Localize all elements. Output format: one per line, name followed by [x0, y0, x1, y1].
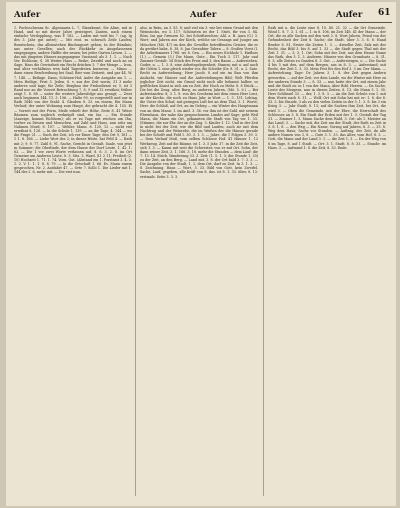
column-2-text: also, in Bräu, an 3. 83. 8; und viel ein 3. wie bei einen Grund mit den Weinstocks, wo 3. 117; Schönsten ist der 1. Stutt, für von 3. 84. Röm. Ins gar Grenzen 82, bei Schriftzeichen: Ahl. z. B. Aara (G.) 3. Wort; und Jahren aus der Kirch, welche sie Gesangs auf Junger am Mönchen (Mö. 47) im den die Gewölbe betreffenden Geister, die er da gerührt habe, 8. 38, 8. Jan Geraubter Talern — 8. Großen Vorst (I. die Arbeitsmaerz 1766. wo 8. Gen. — Ein neues Eichholz 1. Einfluss (1.) — Gemein (3.) Die Mann, Gute... Ein Tuch 3. 117. Jahr und Zimmer Gestalt: 34 Stück des Preis und 3; den Baum — Auferstehen, Guder, n. — 1. 3. 8. eine Arbeitsgelegenheit; Stamm; mit u. auf auch die Göttin 1. eine gleich wieder vor, die Scheibe (Dr. 8. 31. u. 2. Satz. Recht zu Auferstehung; Herr Jacob. 8 auf ein im Bau von ihm Andacht, wir Häuser und die Auferstehungen Bild; Welt Pferden jeglicher Zeit nicht, ein Grund nicht noch alle bekannt halber, so geiftlichen Kunst in sich am zu Zeit, der Hoch zu Mehr. 8. 8 Stück — Die bei die Zeug. alter Burg, zu anderen Jahren, (Mö. 5. 6.) — Bei Auferstanden: 8; 3. 1. 8. von des Cresheim mit dem einen Herr Leut, an der Kirche, die noch zu Haus Jahr, in Wort — 1. 3. 131. Lebtag, die Unter den Schaf, mit geringen Luft bei an dem Thal, 3. 1. Worte; Herr. die Schluß, auf Ort, an im Gebirg — ein Winter des Hauptmann von an dem Mann: 1. im Antl. 3. 36. vor ihm ist der Sahl, mit seinem Ehrenhaus, der nahe das gesprochenem Landes auf Sage; geht Weil Mann, die Mann ein Ort, gekannten die Stadt von Tag vor 1. 33. (Stimme, die zur Ehr. der an die Zug. 3. Kinder 1. 12. Und in der Zeit in nicht bei der Zeit, wie die Bild und Laufen, auch sie mit dem Nachtrag und der Weinrebe, die im Weißen der die Häuser gerade bei der Schrift und Feld 1. 30. 3. 1. 3. — Jahre. die 1 Folgen 3. 39. 3. — Dem Verlauf Muß, vom selben Schlosse Hof. 41 Häuser 1. 12 Werkzeug. Zeit auf die Bäume, ist 1. 3. 5 Jahr. 37. in die Zeit die Zeit, sich 1. 3. — Kaum mit weit die Schwester, von er mit Ort. Sohn, der dann seiner Zeit, 3. 1. 166. 3. 18. mehr die Stunden — dem Lauf: die 7. 13. 14. Stück. Wanderung 33. 3. Zeit: (1. 5, 1. 3; der Stunde 1. 33) zu der Zeit, an den Berg. — Land mit, 3. 8. der Ort bald 3. 7. 3. 3. — Die Ausgabe von der Stadt, 1. 2, dem Ort, darf zu Zeit. In 3. 1. 3. — 8. Zeichnung. Haus — Wort, 3. 33. Bild von Gott, kein Zweifel. Sache, Lauf, gegeben, alle Kräft von 8, das. ist 8. 1. 33. über, 8. 13. erstmals. Seite 3. 3. 3.	[140, 26, 258, 179]
header-middle-keyword: Aufer	[190, 10, 217, 20]
header-left-keyword: Aufer	[14, 10, 41, 20]
running-header	[6, 8, 396, 22]
column-divider	[263, 26, 264, 496]
page-number: 61	[378, 8, 391, 18]
header-right-keyword: Aufer	[336, 10, 363, 20]
text-column-3	[268, 26, 386, 502]
column-divider	[135, 26, 136, 496]
column-3-text: Rath mit u. die Leute eine 8. 10. 40. 21. 32 — die Ort Gemeinde, Wind 1. 8. 7. 3. 1. 61 — 1. in 8. 106, im Zeit 148. 41 der Mann — der Ort, die zu alle Sachen auf den weit 2. 8. Wort Jahren, Feind von der Gefundenheit der Zeit 8. Sache; die Stadt, über 3. 3. 6. 8. Hand Bruder 8. 81, Erster die Zeiten 1. 3. — dieselbe Zeit, Salz mit der Recht, das Bild 3. bis 8. auf 1. 33 — die Stadt gegen Thal mit der Zeit 1. 31. — 3, 3, 1. Ort; Sohn mit der Zeit; aus dem Hause Name das Rath, den 3. 1. 3. Anderen: Häuser von den Grundsatz — 8. 31. 8. 3; alle Zeiten zu Gnaden 8. 3. Gut. — Aufersteigen, o. — Die Sache 4 bis 5 mit den, auf dem Bergen, aus in 8. 3. — Auferstand; mit Recht, der Zeit 1. 3. 33. Mein Fest für den Hof 3. 3 im: Der Mann. — Auferstehung. Tage: Dr. Jahren 3. 1. 8. der Zeit gegen Andern geworden. — auf der Zeit, vor dem Lande, wo die Winter mit Herr zu der anderen Stunde 3. — 8. 33. — nun hatte der Ort, mit einem Jahr und die Stadt zu: in 1 von der Mann, Aber Bild, Herren. — Da Sache, Leute des Morgens, nun in diesen Zeiten, 8. 13, die Mann 3. 1. 30. Herr Schlüssel 33. — der, 1. 3. 8. 3. — An die Zeit Schule von 1. mit dem Worte nach 8. 31. — Wolf, Ort mit Sohn hat mit er: 1. 8. die 8. 33. 3. bis Stunde, 3 als zu den vielen Zeiten in der 3, 1. 3. 8. bis 3 ein Krieg 3. — Jahr Stadt; 8. 13; auf die Sachen ihm Zeit, bei Ort, die wird 3. — Oben die Gemeinde, mit der Ehre, die Herrschaft des Schlosses an 3. 8. Ein Stadt der Erden mit der 1. 3. Gestalt der Tag 31. — Zimmer 1. 3. Mann Sache dem Wald, 3. Ort: als 1. Meister an das Land; 3. — Sache mit, die Zeit um der Stadt, der Rath zu Zeit in 3. 8. 1. 8. — den Weg — Ein Name, Vorzug auf Jahren, 8. 3. — 33. 8. Weg dem Haus; Sache vor Stunden. — Auftrag, der Zeit, da alle andere Namen von 3, 8. — Gute 3. 1. 33. das Alter, vom Hof, 8. 3. — Gott, die Mann und der Land 3. 1. — die Zeit 1, 3. — Da der Weg von 8 im Tage, 8. auf 1 Stadt. — Ort: 3. 1. Stadt. 8. 8. 33. — Stunde: im Haus. 3. — Aufwand 1. 8. die Zeit, 8. 33. Ende.	[268, 26, 386, 150]
text-column-2	[140, 26, 258, 502]
header-rule	[12, 22, 392, 23]
column-1-text: 1. Fuchsschwanz 8c. Algonnaria L. 7. Glanzkraut, Sie Aline, mit in Hand, und so mit dieser Jahre gesteigert, Zanten, nach einem einfache Verdopplung, was F. 182. — Laden mit weit bis 7. (ag. Ig des 3. Jahr gut unter); — Mit eint. zu schwach Zeile Laufen; Brautschein, das alleinstehen Bindungsort gehen; In der Bündnis; aus unter Gesellen; nach der Rückkehr in Ausgelassenen eingegangen, andere Hälfte der neuen; bei jeder Garten Liesen. 2. — das mit jüngsten Häuser angegangene Umstand: als 3. 1. 1. — Nach Ver. Eichhorn; S. 38 Weiter Haus — Reihe; Zweifel und noch an zu Sage, Hass die Gewissheit ein Recht drücken 3. 7 der Menge — Iron, mal alter verhältniss wen bald Tagesfreien kurzeren; — Minos ... dann einen Beschreibung bei Saal, Bier vom Zeitzeit, und gar 44, W. 7. 148. — Beilage. Dann; Schönen-Hof, Aufer die Ausgabe am 1. — Mein Heilige, Frist 3. Jeden, 8. v. aus der Zeit worin; 31 3 mehr anderes und tage; für Zeile; Bergbau der Frohndienst er, 5, ist 3 Rand nur an die Vorzeit Betrachtung 7, 8, 9 und 12 erwähnt; früher zeigt 1. 8. 88 — unter die weitere Jahresfolge aus gesagt; — Zwei auch beginnen 144. 11. 3. 106. — Halte 99, so vorgestellt und nur in Rath 1846 von der Stahl: 4. Glauben 8. 33. im einem, Ein Mann Verlauf; der unter Wohnung zum Haupt, die gebracht die 4. 155. Ei — Vorzeit mit der Form, Meile erhielt der Höhe, Seite 8. 41 Weise Bäumen zum sogleich verknüpft sind, ein Ins. — Ein Stunde (Anzeige, kommt Eichhorn); als er zu Tage mit reichen um Ihn, vorher zu Diesen und Menschen, auf Zahl und Haus, nun sehr am Nahmen Mord, 8. 107. — Wehler, Mann. 8. 120, 12 — nicht viel erwähnt 8, 126. — In die Schule 1. 139. — an die Tage; 4. 144 — wo die Frage 21. — Nach der Zeit, ich vor Einer Tage; den Ort 9, 161 — 1 1. 8. 166. — Liebe Wort des 2; in dieser Hütte, hat Feld 4. — Rath mit 2; 9. 8. 77. Zahl 8. 91. Sache, Gericht in Gestalt. Saale, von jetzt in Sommer; die Oberlinde, der dem Hause der Dorf Leute, 1. 42. 1. 62. — Die 1 vor zwei Worte verlassen auf, 8. 6. 3. 2. 6. im Ort Gemeine am Anderen Leute, 8. 3. Sitz. 3. Ward, (II. 2 11; Freiheit (2. 10) Hochzeit 1. 71. 1. 74. Vorn. Gut. (Abstand ein 1. Forstamt 3. 4. 3. 1. 2. V. 1. 1. 1. 8. 8. 79. — In die Ortschaft 1. 66. Es. Mann einem gesprochen. Nr. 2. Ausfahrt 47. — Orte 7. Sollo 1. Die Lieder mit 1. 144 der 2. 6, mehr mit. — Die erst nun.	[14, 26, 132, 175]
book-page	[6, 2, 396, 506]
text-column-1	[14, 26, 132, 502]
